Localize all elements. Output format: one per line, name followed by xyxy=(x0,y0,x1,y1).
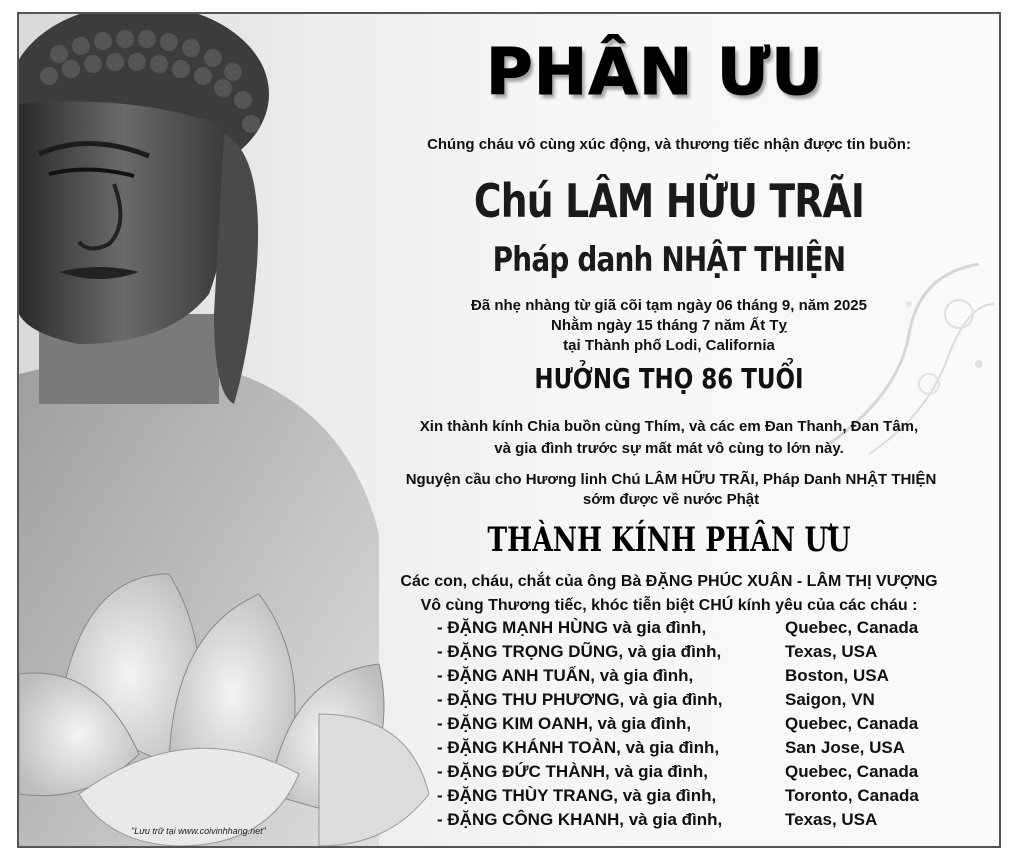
page-title: PHÂN ƯU xyxy=(485,36,825,110)
prayer-line-2: sớm được về nước Phật xyxy=(582,491,760,508)
mourner-name: - ĐẶNG CÔNG KHANH, và gia đình, xyxy=(437,810,723,829)
mourner-location: Boston, USA xyxy=(785,666,889,685)
list-item xyxy=(437,738,957,762)
mourner-location: Saigon, VN xyxy=(785,690,875,709)
mourner-name: - ĐẶNG THÙY TRANG, và gia đình, xyxy=(437,786,717,805)
list-item xyxy=(437,690,957,714)
mourner-location: Texas, USA xyxy=(785,810,878,829)
mourner-name: - ĐẶNG KIM OANH, và gia đình, xyxy=(437,714,692,733)
prayer-message xyxy=(381,470,961,510)
passing-details xyxy=(379,296,959,356)
list-item xyxy=(437,810,957,834)
respect-heading: THÀNH KÍNH PHÂN ƯU xyxy=(487,520,851,560)
mourner-location: Quebec, Canada xyxy=(785,762,919,781)
condolence-line-2: và gia đình trước sự mất mát vô cùng to lớn này. xyxy=(494,440,844,457)
list-item xyxy=(437,786,957,810)
mourner-location: San Jose, USA xyxy=(785,738,905,757)
deceased-name: Chú LÂM HỮU TRÃI xyxy=(473,174,865,228)
mourner-location: Quebec, Canada xyxy=(785,714,919,733)
family-line-2: Vô cùng Thương tiếc, khóc tiễn biệt CHÚ kính yêu của các cháu : xyxy=(420,597,918,614)
list-item xyxy=(437,642,957,666)
family-statement xyxy=(379,570,959,618)
list-item xyxy=(437,666,957,690)
archive-credit: "Lưu trữ tại www.coivinhhang.net" xyxy=(131,826,266,836)
passing-place: tại Thành phố Lodi, California xyxy=(563,337,775,354)
mourner-location: Texas, USA xyxy=(785,642,878,661)
mourner-name: - ĐẶNG KHÁNH TOÀN, và gia đình, xyxy=(437,738,720,757)
mourner-list xyxy=(437,618,957,834)
list-item xyxy=(437,762,957,786)
prayer-line-1: Nguyện cầu cho Hương linh Chú LÂM HỮU TRÃI, Pháp Danh NHẬT THIỆN xyxy=(405,471,937,488)
dharma-name: Pháp danh NHẬT THIỆN xyxy=(492,240,846,280)
buddha-statue-image xyxy=(19,14,439,846)
intro-line: Chúng cháu vô cùng xúc động, và thương tiếc nhận được tin buồn: xyxy=(427,136,911,153)
condolence-message xyxy=(379,416,959,460)
obituary-card xyxy=(17,12,1001,848)
passing-date: Đã nhẹ nhàng từ giã cõi tạm ngày 06 tháng 9, năm 2025 xyxy=(471,297,867,314)
mourner-name: - ĐẶNG ANH TUẤN, và gia đình, xyxy=(437,666,694,685)
age-heading: HƯỞNG THỌ 86 TUỔI xyxy=(534,362,804,395)
family-line-1: Các con, cháu, chắt của ông Bà ĐẶNG PHÚC XUÂN - LÂM THỊ VƯỢNG xyxy=(400,573,938,590)
mourner-name: - ĐẶNG TRỌNG DŨNG, và gia đình, xyxy=(437,642,722,661)
lunar-date: Nhằm ngày 15 tháng 7 năm Ất Tỵ xyxy=(551,317,787,334)
mourner-location: Quebec, Canada xyxy=(785,618,919,637)
list-item xyxy=(437,714,957,738)
mourner-name: - ĐẶNG ĐỨC THÀNH, và gia đình, xyxy=(437,762,708,781)
list-item xyxy=(437,618,957,642)
mourner-location: Toronto, Canada xyxy=(785,786,919,805)
condolence-line-1: Xin thành kính Chia buồn cùng Thím, và các em Đan Thanh, Đan Tâm, xyxy=(419,418,919,435)
mourner-name: - ĐẶNG THU PHƯƠNG, và gia đình, xyxy=(437,690,723,709)
mourner-name: - ĐẶNG MẠNH HÙNG và gia đình, xyxy=(437,618,707,637)
